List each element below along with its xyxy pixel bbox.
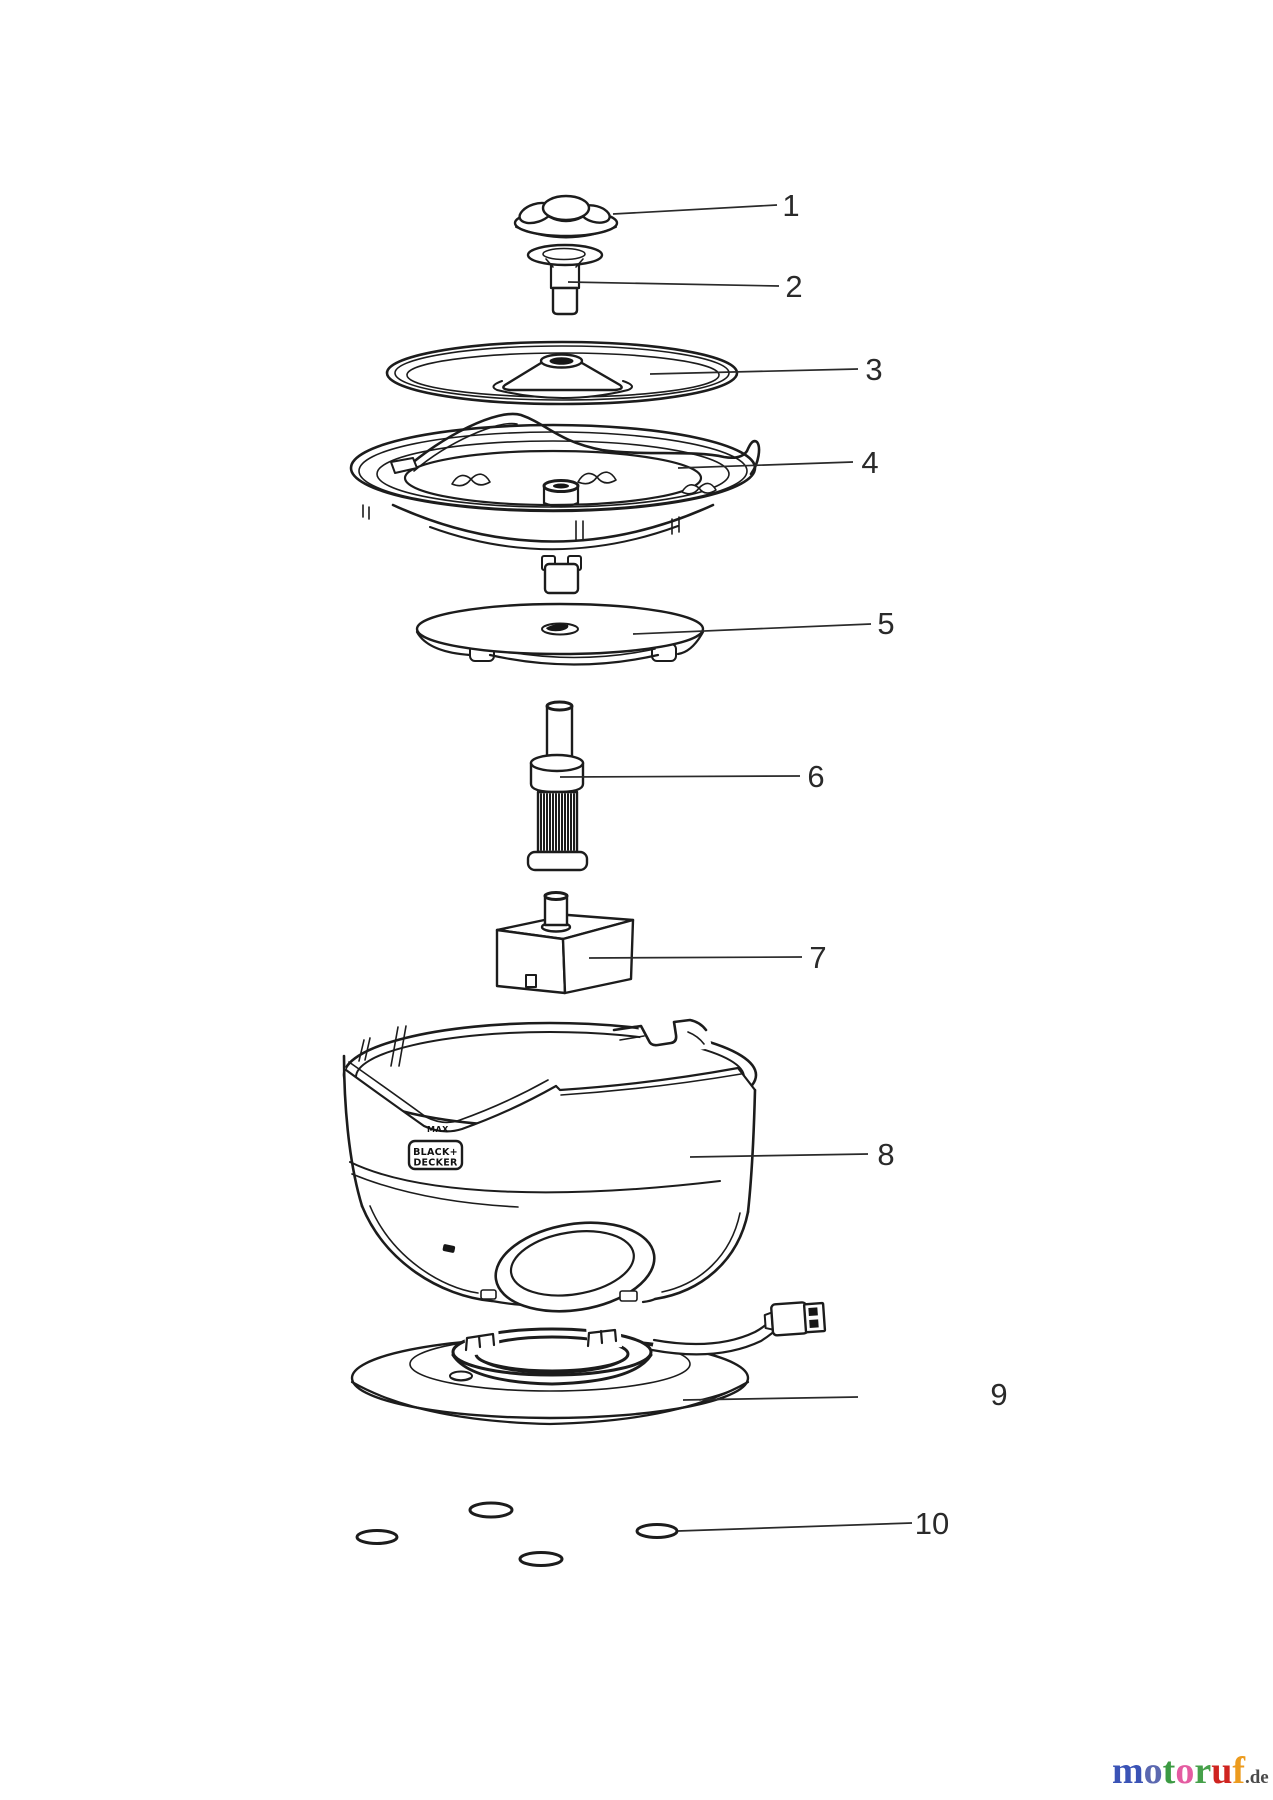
logo-letter: m bbox=[1112, 1750, 1144, 1792]
callout-line-1 bbox=[613, 205, 777, 214]
callout-label-3: 3 bbox=[865, 352, 883, 387]
callout-label-6: 6 bbox=[807, 759, 825, 794]
brand-badge-line2: DECKER bbox=[413, 1157, 458, 1169]
logo-letter: o bbox=[1175, 1750, 1195, 1792]
callout-label-5: 5 bbox=[877, 606, 895, 641]
part-1-cap-drawing bbox=[515, 196, 617, 238]
logo-letter: f bbox=[1232, 1750, 1245, 1792]
callout-line-6 bbox=[560, 776, 800, 777]
part-7-motor-block-drawing bbox=[497, 893, 633, 994]
logo-letter: t bbox=[1162, 1750, 1176, 1792]
callout-line-2 bbox=[568, 282, 779, 286]
callout-label-4: 4 bbox=[861, 445, 879, 480]
callout-label-7: 7 bbox=[809, 940, 827, 975]
callout-line-10 bbox=[678, 1523, 912, 1531]
callout-labels bbox=[782, 188, 1007, 1541]
callout-line-7 bbox=[589, 957, 802, 958]
max-label: MAX bbox=[427, 1125, 449, 1134]
callout-label-1: 1 bbox=[782, 188, 800, 223]
callout-label-10: 10 bbox=[914, 1506, 950, 1541]
part-2-pusher-drawing bbox=[528, 245, 602, 314]
usb-plug bbox=[764, 1301, 825, 1336]
part-9-base-drawing bbox=[352, 1301, 825, 1424]
logo-letter: r bbox=[1194, 1750, 1212, 1792]
part-4-spinner-ring-drawing bbox=[351, 414, 759, 593]
power-cable bbox=[652, 1318, 779, 1354]
callout-label-8: 8 bbox=[877, 1137, 895, 1172]
callout-line-4 bbox=[678, 462, 853, 468]
logo-letter: u bbox=[1211, 1750, 1233, 1792]
part-8-bowl-drawing bbox=[344, 1006, 756, 1322]
brand-badge-line1: BLACK+ bbox=[413, 1147, 458, 1158]
motoruf-logo[interactable] bbox=[1112, 1752, 1269, 1797]
callout-label-9: 9 bbox=[990, 1377, 1008, 1412]
logo-suffix: .de bbox=[1244, 1767, 1269, 1788]
part-6-spindle-drawing bbox=[528, 702, 587, 870]
callout-label-2: 2 bbox=[785, 269, 803, 304]
part-5-disc-drawing bbox=[417, 604, 703, 665]
logo-letter: o bbox=[1143, 1750, 1163, 1792]
part-10-feet-drawing bbox=[357, 1503, 677, 1566]
